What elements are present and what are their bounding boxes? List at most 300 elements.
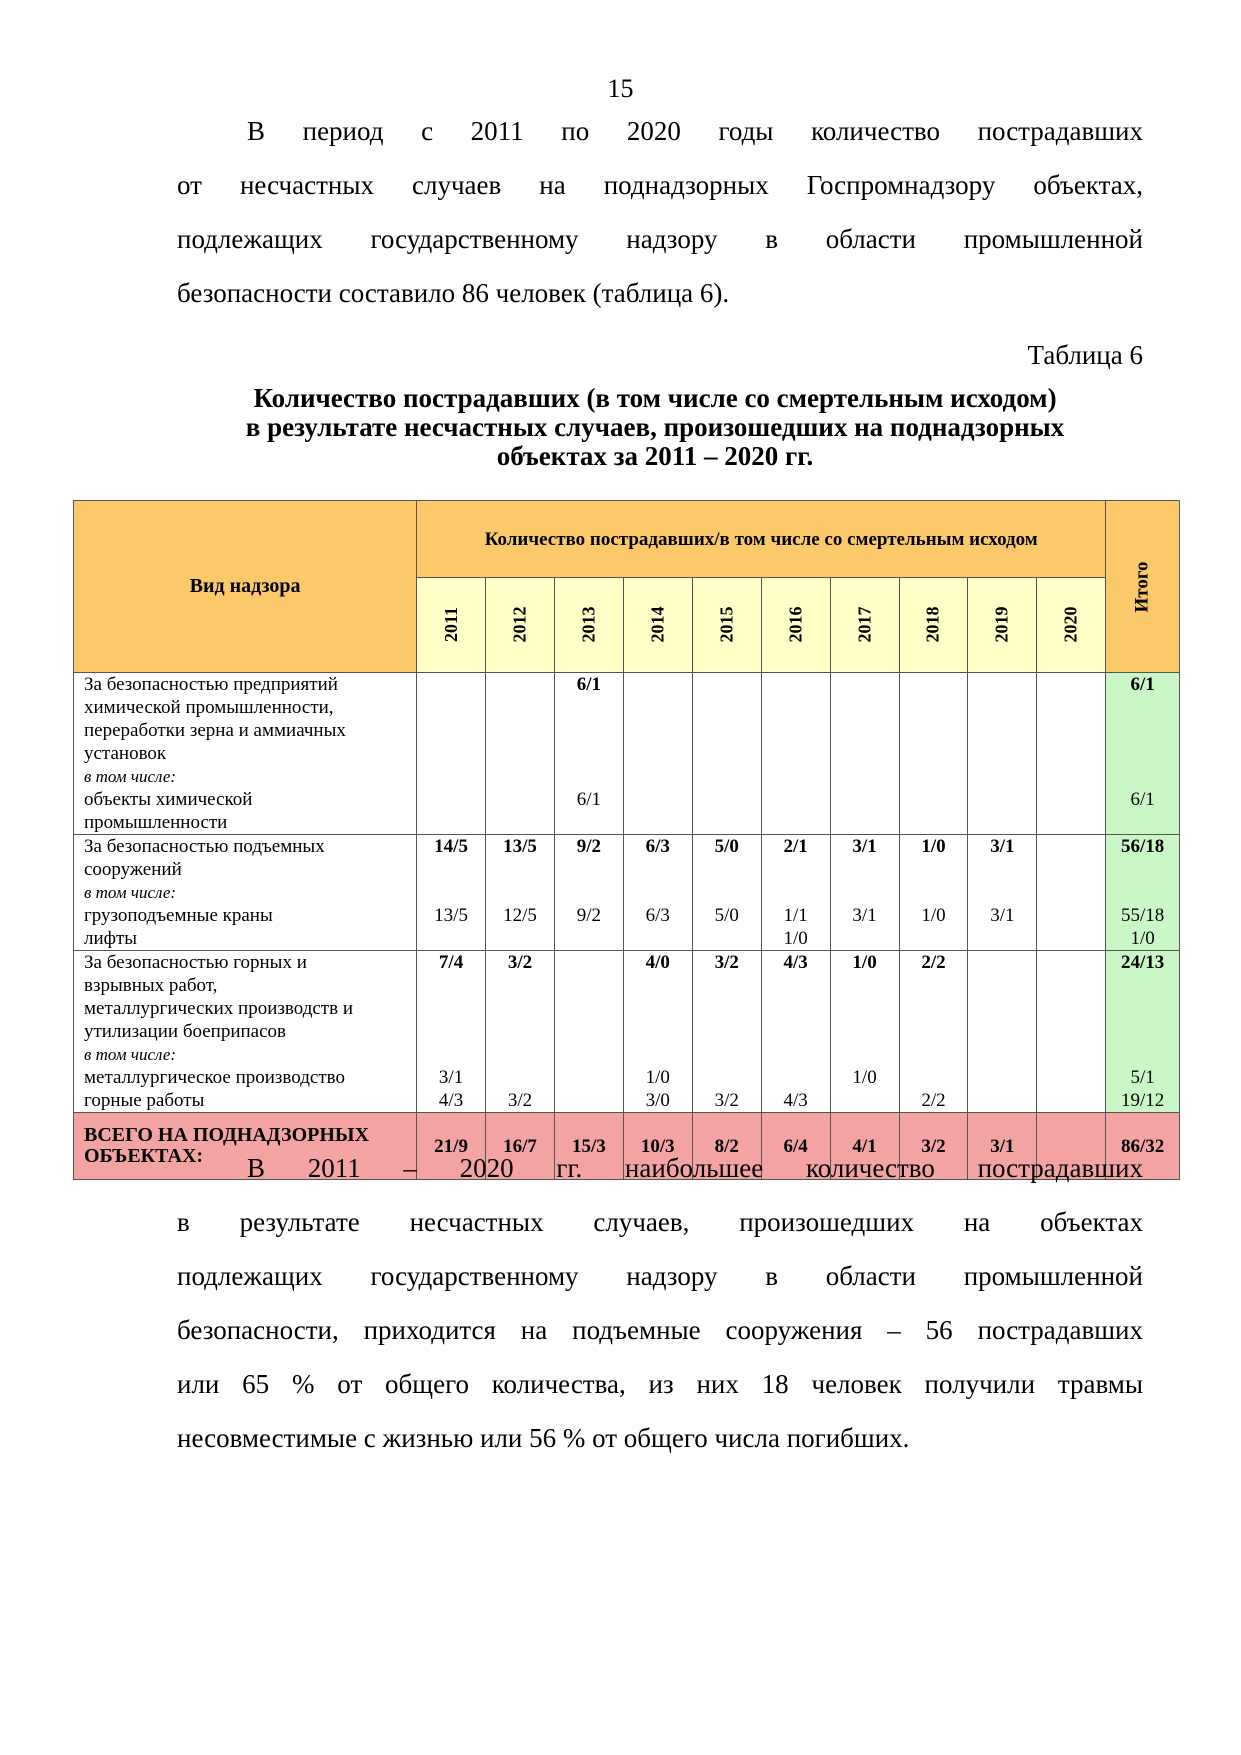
year-label: 2018 xyxy=(922,606,943,643)
cell-value xyxy=(900,673,968,696)
cell-spacer xyxy=(417,997,485,1020)
cell-spacer xyxy=(693,1020,761,1043)
cell-spacer xyxy=(624,719,692,742)
cell-spacer xyxy=(831,696,899,719)
column-header-kind: Вид надзора xyxy=(74,501,417,673)
row-label-line: установок xyxy=(84,743,167,764)
cell-spacer xyxy=(624,742,692,765)
total-value-cell: 3/2 xyxy=(899,1113,968,1180)
value-cell xyxy=(968,835,1037,951)
cell-spacer xyxy=(1106,997,1179,1020)
cell-value: 5/1 xyxy=(1130,1067,1155,1088)
cell-value: 13/5 xyxy=(503,836,537,857)
row-label-line: За безопасностью подъемных xyxy=(84,836,325,857)
cell-spacer xyxy=(831,881,899,904)
cell-value: 24/13 xyxy=(1121,952,1165,973)
total-value-cell: 15/3 xyxy=(554,1113,623,1180)
cell-value xyxy=(968,951,1036,974)
cell-value xyxy=(1037,904,1105,927)
cell-value xyxy=(417,788,485,811)
cell-spacer xyxy=(968,696,1036,719)
total-value-cell: 16/7 xyxy=(486,1113,555,1180)
year-label: 2017 xyxy=(854,606,875,643)
value-cell xyxy=(761,673,830,835)
cell-spacer xyxy=(900,765,968,788)
total-cell xyxy=(1106,951,1180,1113)
cell-spacer xyxy=(968,765,1036,788)
row-label-line: грузоподъемные краны xyxy=(84,905,273,926)
row-label-line: объекты химической xyxy=(84,789,253,810)
cell-value: 4/0 xyxy=(645,952,670,973)
cell-value: 1/0 xyxy=(783,928,808,949)
cell-value xyxy=(762,673,830,696)
cell-spacer xyxy=(693,719,761,742)
total-value-cell: 3/1 xyxy=(968,1113,1037,1180)
total-cell xyxy=(1106,835,1180,951)
cell-spacer xyxy=(1106,1020,1179,1043)
cell-spacer xyxy=(968,719,1036,742)
cell-value: 5/0 xyxy=(714,905,739,926)
paragraph-line: безопасности, приходится на подъемные сооружения – 56 пострадавших xyxy=(177,1315,1143,1345)
cell-spacer xyxy=(555,858,623,881)
year-header-2017 xyxy=(830,578,899,673)
value-cell xyxy=(554,673,623,835)
cell-value: 2/1 xyxy=(783,836,808,857)
cell-value xyxy=(693,788,761,811)
value-cell xyxy=(830,951,899,1113)
value-cell xyxy=(830,673,899,835)
cell-spacer xyxy=(486,997,554,1020)
paragraph-line: В 2011 – 2020 гг. наибольшее количество пострадавших xyxy=(247,1153,1143,1183)
cell-value xyxy=(968,1089,1036,1112)
cell-spacer xyxy=(762,858,830,881)
cell-value xyxy=(624,927,692,950)
cell-spacer xyxy=(1037,858,1105,881)
cell-spacer xyxy=(1106,811,1179,834)
cell-value: 3/1 xyxy=(852,905,877,926)
cell-spacer xyxy=(762,765,830,788)
cell-spacer xyxy=(624,997,692,1020)
cell-value xyxy=(417,927,485,950)
cell-spacer xyxy=(624,696,692,719)
cell-value: 6/1 xyxy=(1130,674,1155,695)
cell-spacer xyxy=(900,696,968,719)
paragraph-line: несовместимые с жизнью или 56 % от общего числа погибших. xyxy=(177,1423,910,1453)
cell-value xyxy=(1037,951,1105,974)
cell-value xyxy=(486,788,554,811)
cell-spacer xyxy=(486,696,554,719)
cell-value: 6/3 xyxy=(645,836,670,857)
table-label: Таблица 6 xyxy=(1027,340,1143,370)
cell-spacer xyxy=(900,1043,968,1066)
cell-spacer xyxy=(762,1020,830,1043)
cell-value xyxy=(762,1066,830,1089)
cell-value xyxy=(1037,1066,1105,1089)
cell-spacer xyxy=(900,974,968,997)
total-label-line: ВСЕГО НА ПОДНАДЗОРНЫХ xyxy=(84,1124,370,1146)
value-cell xyxy=(486,673,555,835)
row-label-line: в том числе: xyxy=(84,883,177,902)
cell-value xyxy=(831,673,899,696)
year-label: 2019 xyxy=(991,606,1012,643)
cell-spacer xyxy=(555,696,623,719)
cell-spacer xyxy=(693,858,761,881)
year-header-2012 xyxy=(486,578,555,673)
cell-value: 6/1 xyxy=(576,674,602,695)
year-label: 2016 xyxy=(785,606,806,643)
cell-value: 56/18 xyxy=(1121,836,1165,857)
table-title-line: Количество пострадавших (в том числе со смертельным исходом) xyxy=(253,383,1057,413)
cell-value: 7/4 xyxy=(438,952,464,973)
cell-spacer xyxy=(900,811,968,834)
total-cell xyxy=(1106,673,1180,835)
cell-spacer xyxy=(1037,1043,1105,1066)
row-label-line: сооружений xyxy=(84,859,182,880)
cell-spacer xyxy=(555,811,623,834)
cell-value xyxy=(486,673,554,696)
cell-spacer xyxy=(693,974,761,997)
year-header-2016 xyxy=(761,578,830,673)
cell-spacer xyxy=(831,1020,899,1043)
cell-value: 3/2 xyxy=(507,952,533,973)
cell-spacer xyxy=(417,765,485,788)
cell-value xyxy=(968,673,1036,696)
cell-value: 5/0 xyxy=(714,836,739,857)
cell-value: 13/5 xyxy=(434,905,468,926)
cell-spacer xyxy=(1106,881,1179,904)
cell-value: 2/2 xyxy=(921,1090,946,1111)
cell-spacer xyxy=(900,742,968,765)
cell-spacer xyxy=(968,742,1036,765)
cell-value: 3/1 xyxy=(852,836,877,857)
cell-spacer xyxy=(693,742,761,765)
cell-value xyxy=(486,1066,554,1089)
paragraph-line: безопасности составило 86 человек (таблица 6). xyxy=(177,278,730,308)
row-label-line: лифты xyxy=(84,928,138,949)
row-label-line: промышленности xyxy=(84,812,228,833)
cell-spacer xyxy=(693,1043,761,1066)
cell-value: 3/0 xyxy=(645,1090,670,1111)
cell-spacer xyxy=(1037,974,1105,997)
cell-value: 9/2 xyxy=(576,905,602,926)
cell-spacer xyxy=(1106,974,1179,997)
cell-value xyxy=(900,927,968,950)
value-cell xyxy=(1037,673,1106,835)
cell-value xyxy=(693,673,761,696)
cell-value xyxy=(831,927,899,950)
cell-spacer xyxy=(900,997,968,1020)
cell-spacer xyxy=(417,974,485,997)
year-header-2013 xyxy=(554,578,623,673)
cell-spacer xyxy=(555,974,623,997)
row-label-line: металлургическое производство xyxy=(84,1067,345,1088)
cell-spacer xyxy=(417,1043,485,1066)
row-label-line: химической промышленности, xyxy=(84,697,334,718)
cell-spacer xyxy=(555,1043,623,1066)
value-cell xyxy=(899,951,968,1113)
cell-value xyxy=(1037,788,1105,811)
cell-spacer xyxy=(1106,719,1179,742)
paragraph-line: подлежащих государственному надзору в области промышленной xyxy=(177,1261,1143,1291)
cell-spacer xyxy=(417,1020,485,1043)
cell-spacer xyxy=(417,719,485,742)
cell-spacer xyxy=(1037,811,1105,834)
cell-spacer xyxy=(762,742,830,765)
year-label: 2014 xyxy=(647,606,668,643)
row-label-line: За безопасностью горных и xyxy=(84,952,307,973)
year-header-2020 xyxy=(1037,578,1106,673)
casualties-table xyxy=(73,500,1180,1180)
row-label-line: взрывных работ, xyxy=(84,975,218,996)
cell-spacer xyxy=(1037,881,1105,904)
year-header-2018 xyxy=(899,578,968,673)
cell-value: 3/1 xyxy=(438,1067,464,1088)
cell-spacer xyxy=(624,881,692,904)
cell-value xyxy=(968,927,1036,950)
cell-value xyxy=(1037,673,1105,696)
cell-spacer xyxy=(624,1020,692,1043)
paragraph-line: подлежащих государственному надзору в области промышленной xyxy=(177,224,1143,254)
cell-spacer xyxy=(1037,1020,1105,1043)
value-cell xyxy=(1037,951,1106,1113)
row-label xyxy=(74,673,417,835)
total-label-line: ОБЪЕКТАХ: xyxy=(84,1145,204,1167)
year-label: 2013 xyxy=(578,606,599,643)
cell-value: 4/3 xyxy=(438,1090,464,1111)
cell-spacer xyxy=(1106,696,1179,719)
cell-spacer xyxy=(900,881,968,904)
cell-spacer xyxy=(831,719,899,742)
cell-spacer xyxy=(486,1043,554,1066)
cell-value xyxy=(1037,1089,1105,1112)
cell-value xyxy=(555,1089,623,1112)
cell-spacer xyxy=(968,1043,1036,1066)
cell-value: 4/3 xyxy=(783,952,808,973)
value-cell xyxy=(899,835,968,951)
cell-value xyxy=(900,788,968,811)
cell-spacer xyxy=(1106,858,1179,881)
cell-spacer xyxy=(968,881,1036,904)
cell-value: 1/0 xyxy=(645,1067,670,1088)
cell-spacer xyxy=(624,765,692,788)
value-cell xyxy=(417,835,486,951)
cell-value xyxy=(831,1089,899,1112)
cell-value: 4/3 xyxy=(783,1090,808,1111)
cell-value xyxy=(624,788,692,811)
value-cell xyxy=(692,951,761,1113)
cell-spacer xyxy=(900,858,968,881)
cell-spacer xyxy=(486,974,554,997)
cell-spacer xyxy=(486,719,554,742)
cell-value xyxy=(486,927,554,950)
cell-value: 6/3 xyxy=(645,905,670,926)
row-label xyxy=(74,835,417,951)
total-value-cell: 6/4 xyxy=(761,1113,830,1180)
cell-spacer xyxy=(1106,742,1179,765)
value-cell xyxy=(1037,835,1106,951)
value-cell xyxy=(486,835,555,951)
row-label-line: горные работы xyxy=(84,1090,205,1111)
value-cell xyxy=(692,673,761,835)
table-title-line: объектах за 2011 – 2020 гг. xyxy=(496,441,814,471)
cell-value: 1/1 xyxy=(783,905,808,926)
cell-value: 1/0 xyxy=(921,905,946,926)
cell-value xyxy=(624,673,692,696)
paragraph-line: от несчастных случаев на поднадзорных Госпромнадзору объектах, xyxy=(177,170,1143,200)
cell-value: 1/0 xyxy=(852,952,877,973)
cell-spacer xyxy=(555,881,623,904)
cell-spacer xyxy=(1037,765,1105,788)
cell-spacer xyxy=(693,765,761,788)
cell-spacer xyxy=(693,696,761,719)
cell-value xyxy=(555,1066,623,1089)
intro-paragraph xyxy=(177,104,1143,320)
cell-value xyxy=(831,788,899,811)
cell-value xyxy=(693,1066,761,1089)
cell-value: 2/2 xyxy=(921,952,946,973)
row-label-line: За безопасностью предприятий xyxy=(84,674,338,695)
cell-spacer xyxy=(486,1020,554,1043)
cell-value xyxy=(1037,835,1105,858)
paragraph-line: в результате несчастных случаев, произошедших на объектах xyxy=(177,1207,1143,1237)
column-header-count: Количество пострадавших/в том числе со смертельным исходом xyxy=(417,501,1106,578)
cell-spacer xyxy=(486,742,554,765)
cell-spacer xyxy=(900,719,968,742)
cell-value xyxy=(762,788,830,811)
table-row xyxy=(74,951,1180,1113)
value-cell xyxy=(486,951,555,1113)
total-value-cell: 10/3 xyxy=(623,1113,692,1180)
table-title xyxy=(160,384,1150,471)
row-label xyxy=(74,951,417,1113)
cell-value: 1/0 xyxy=(1130,928,1155,949)
cell-value: 1/0 xyxy=(852,1067,877,1088)
cell-spacer xyxy=(624,811,692,834)
cell-value: 12/5 xyxy=(503,905,537,926)
year-label: 2012 xyxy=(509,606,530,643)
cell-spacer xyxy=(555,765,623,788)
cell-value: 19/12 xyxy=(1121,1090,1165,1111)
table-title-line: в результате несчастных случаев, произошедших на поднадзорных xyxy=(245,412,1065,442)
cell-spacer xyxy=(831,1043,899,1066)
cell-spacer xyxy=(968,974,1036,997)
cell-value: 3/2 xyxy=(507,1090,533,1111)
total-value-cell: 8/2 xyxy=(692,1113,761,1180)
cell-spacer xyxy=(762,997,830,1020)
value-cell xyxy=(968,673,1037,835)
cell-spacer xyxy=(417,858,485,881)
year-header-2011 xyxy=(417,578,486,673)
grand-total-cell: 86/32 xyxy=(1106,1113,1180,1180)
cell-spacer xyxy=(831,811,899,834)
value-cell xyxy=(692,835,761,951)
cell-spacer xyxy=(968,811,1036,834)
cell-spacer xyxy=(555,1020,623,1043)
row-label-line: переработки зерна и аммиачных xyxy=(84,720,346,741)
cell-spacer xyxy=(417,881,485,904)
cell-spacer xyxy=(555,997,623,1020)
cell-spacer xyxy=(486,858,554,881)
cell-spacer xyxy=(624,858,692,881)
cell-value: 6/1 xyxy=(1130,789,1155,810)
cell-spacer xyxy=(831,974,899,997)
value-cell xyxy=(899,673,968,835)
year-header-2019 xyxy=(968,578,1037,673)
year-header-2015 xyxy=(692,578,761,673)
cell-spacer xyxy=(968,858,1036,881)
cell-spacer xyxy=(417,742,485,765)
value-cell xyxy=(623,835,692,951)
year-label: 2015 xyxy=(716,606,737,643)
value-cell xyxy=(554,835,623,951)
cell-value xyxy=(555,951,623,974)
cell-value xyxy=(968,1066,1036,1089)
cell-spacer xyxy=(831,765,899,788)
cell-value: 9/2 xyxy=(576,836,602,857)
cell-spacer xyxy=(555,742,623,765)
cell-spacer xyxy=(762,811,830,834)
value-cell xyxy=(968,951,1037,1113)
cell-value: 3/2 xyxy=(714,1090,739,1111)
cell-spacer xyxy=(1037,719,1105,742)
cell-spacer xyxy=(762,719,830,742)
cell-spacer xyxy=(762,974,830,997)
cell-value: 1/0 xyxy=(921,836,946,857)
cell-spacer xyxy=(624,974,692,997)
row-label-line: в том числе: xyxy=(84,767,177,786)
cell-spacer xyxy=(1037,742,1105,765)
cell-spacer xyxy=(968,997,1036,1020)
row-label-line: утилизации боеприпасов xyxy=(84,1021,286,1042)
cell-spacer xyxy=(762,696,830,719)
cell-value: 55/18 xyxy=(1121,905,1165,926)
cell-value: 3/1 xyxy=(990,905,1015,926)
value-cell xyxy=(554,951,623,1113)
table-row xyxy=(74,673,1180,835)
cell-spacer xyxy=(1106,1043,1179,1066)
cell-value xyxy=(555,927,623,950)
cell-spacer xyxy=(1037,997,1105,1020)
column-header-total: Итого xyxy=(1106,501,1180,673)
paragraph-line: или 65 % от общего количества, из них 18 человек получили травмы xyxy=(177,1369,1143,1399)
value-cell xyxy=(830,835,899,951)
paragraph-line: В период с 2011 по 2020 годы количество пострадавших xyxy=(247,116,1143,146)
value-cell xyxy=(417,673,486,835)
value-cell xyxy=(623,673,692,835)
year-label: 2020 xyxy=(1060,606,1081,643)
cell-spacer xyxy=(693,997,761,1020)
cell-spacer xyxy=(762,1043,830,1066)
page-number: 15 xyxy=(607,74,634,103)
cell-value xyxy=(968,788,1036,811)
value-cell xyxy=(761,951,830,1113)
cell-spacer xyxy=(831,858,899,881)
row-label-line: в том числе: xyxy=(84,1045,177,1064)
value-cell xyxy=(761,835,830,951)
cell-spacer xyxy=(762,881,830,904)
cell-spacer xyxy=(693,881,761,904)
cell-spacer xyxy=(555,719,623,742)
cell-value: 14/5 xyxy=(434,836,468,857)
cell-spacer xyxy=(900,1020,968,1043)
total-value-cell: 21/9 xyxy=(417,1113,486,1180)
cell-value xyxy=(900,1066,968,1089)
cell-spacer xyxy=(624,1043,692,1066)
value-cell xyxy=(623,951,692,1113)
cell-value xyxy=(693,927,761,950)
cell-value xyxy=(417,673,485,696)
year-label: 2011 xyxy=(440,606,461,643)
